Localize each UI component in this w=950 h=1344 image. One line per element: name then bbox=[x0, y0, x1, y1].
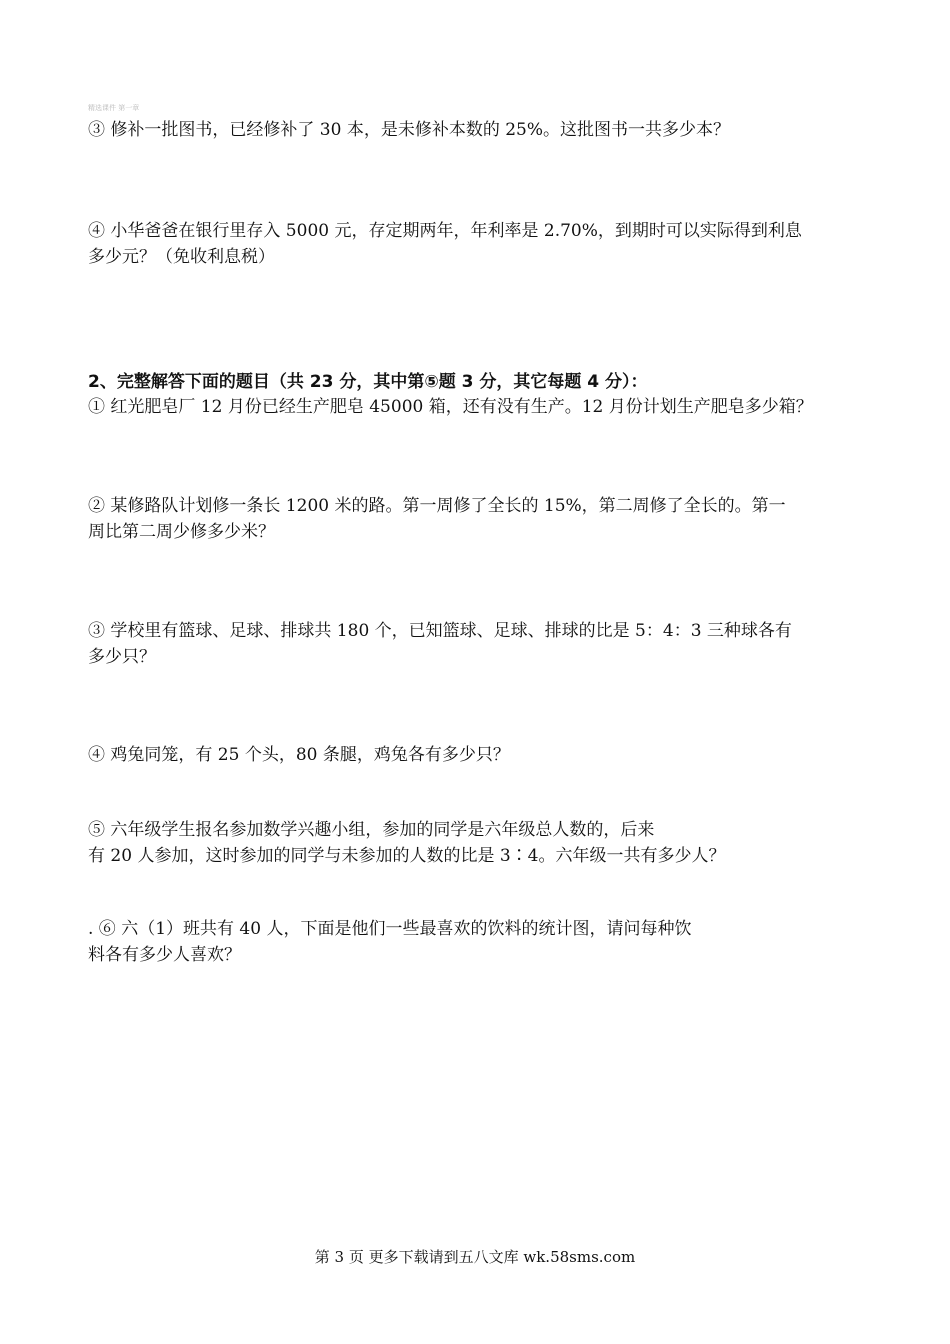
question-4-line-2: 多少元？（免收利息税） bbox=[88, 247, 275, 267]
question-4-line-1: ④ 小华爸爸在银行里存入 5000 元，存定期两年，年利率是 2.70%，到期时可以实际得到利息 bbox=[88, 221, 802, 241]
section-2-question-3-line-2: 多少只？ bbox=[88, 647, 156, 667]
section-2-question-3-line-1: ③ 学校里有篮球、足球、排球共 180 个，已知篮球、足球、排球的比是 5：4：3 三种球各有 bbox=[88, 621, 792, 641]
section-2-question-2-line-1: ② 某修路队计划修一条长 1200 米的路。第一周修了全长的 15%，第二周修了全长的。第一 bbox=[88, 496, 786, 516]
question-3-text: ③ 修补一批图书，已经修补了 30 本，是未修补本数的 25%。这批图书一共多少本？ bbox=[88, 120, 731, 140]
section-2-question-4: ④ 鸡兔同笼，有 25 个头，80 条腿，鸡兔各有多少只？ bbox=[88, 745, 510, 765]
header-watermark: 精选课件 第一章 bbox=[88, 104, 140, 112]
section-2-question-2-line-2: 周比第二周少修多少米？ bbox=[88, 522, 275, 542]
section-2-question-5-line-1: ⑤ 六年级学生报名参加数学兴趣小组，参加的同学是六年级总人数的，后来 bbox=[88, 820, 655, 840]
section-2-question-5-line-2: 有 20 人参加，这时参加的同学与未参加的人数的比是 3∶4。六年级一共有多少人？ bbox=[88, 846, 726, 866]
section-2-question-6-line-1: . ⑥ 六（1）班共有 40 人，下面是他们一些最喜欢的饮料的统计图，请问每种饮 bbox=[88, 919, 692, 939]
page-footer: 第 3 页 更多下载请到五八文库 wk.58sms.com bbox=[314, 1248, 636, 1266]
section-2-question-1: ① 红光肥皂厂 12 月份已经生产肥皂 45000 箱，还有没有生产。12 月份计划生产肥皂多少箱？ bbox=[88, 397, 813, 417]
section-2-heading: 2、完整解答下面的题目（共 23 分，其中第⑤题 3 分，其它每题 4 分）： bbox=[88, 372, 648, 392]
section-2-question-6-line-2: 料各有多少人喜欢？ bbox=[88, 945, 241, 965]
